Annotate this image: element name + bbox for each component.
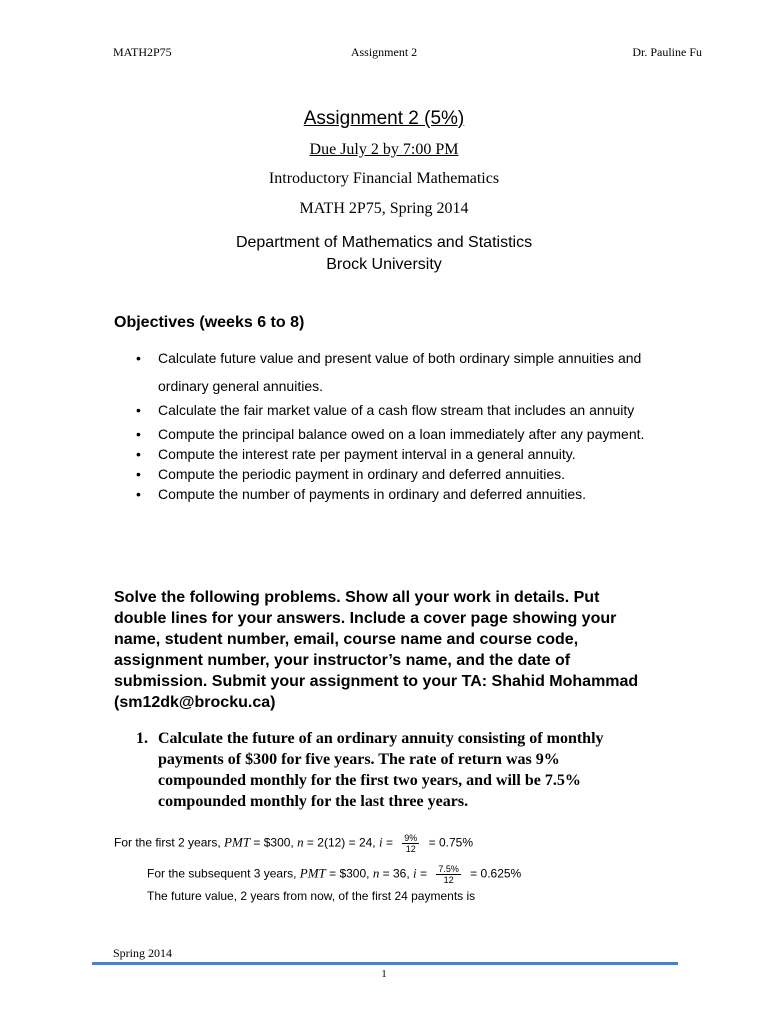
i-variable: i	[413, 865, 417, 881]
course-term: MATH 2P75, Spring 2014	[299, 200, 469, 217]
calc-text: = $300,	[250, 835, 298, 850]
page-number: 1	[381, 968, 387, 980]
footer-term: Spring 2014	[113, 946, 173, 960]
n-variable: n	[372, 865, 380, 881]
calc-line-1	[114, 833, 473, 854]
calc-text: = 36,	[379, 866, 414, 881]
objective-item: • Calculate the fair market value of a cash flow stream that includes an annuity	[136, 396, 656, 424]
university: Brock University	[326, 256, 442, 273]
objective-item: • Compute the periodic payment in ordinary and deferred annuities.	[136, 464, 656, 484]
header-instructor: Dr. Pauline Fu	[632, 45, 702, 59]
calc-text: For the subsequent 3 years,	[147, 866, 300, 881]
due-date: Due July 2 by 7:00 PM	[309, 141, 459, 158]
header-assignment: Assignment 2	[350, 45, 418, 59]
problem-text: Calculate the future of an ordinary annuity consisting of monthly payments of $300 for five years. The rate of return was 9% compounded monthly for the first two years, and will be 7.5% compounded monthly for the last three years.	[158, 730, 604, 810]
objective-item: • Compute the number of payments in ordinary and deferred annuities.	[136, 484, 656, 504]
rate-fraction	[402, 833, 419, 854]
i-variable: i	[378, 834, 383, 850]
fraction-denominator: 12	[443, 875, 454, 885]
objective-item: • Calculate future value and present value of both ordinary simple annuities and ordinary general annuities.	[136, 344, 656, 400]
objectives-heading: Objectives (weeks 6 to 8)	[114, 314, 305, 331]
pmt-variable: PMT	[224, 834, 251, 850]
course-name: Introductory Financial Mathematics	[268, 170, 500, 187]
objectives-list	[136, 348, 656, 504]
fraction-numerator: 7.5%	[438, 864, 459, 874]
document-title: Assignment 2 (5%)	[303, 108, 465, 129]
problem-1	[136, 728, 636, 812]
calc-line-3: The future value, 2 years from now, of the first 24 payments is	[147, 889, 476, 903]
header-course: MATH2P75	[113, 45, 172, 59]
calc-text: = $300,	[325, 866, 373, 881]
calc-text: =	[416, 866, 431, 881]
objective-item: • Compute the interest rate per payment interval in a general annuity.	[136, 444, 656, 464]
pmt-variable: PMT	[299, 865, 326, 881]
fraction-denominator: 12	[405, 844, 416, 854]
footer-rule	[92, 962, 678, 965]
problem-number: 1.	[136, 730, 148, 747]
n-variable: n	[297, 834, 304, 850]
calc-text: =	[382, 835, 397, 850]
objective-item: • Compute the principal balance owed on a loan immediately after any payment.	[136, 420, 656, 448]
department: Department of Mathematics and Statistics	[235, 234, 533, 251]
calc-result: = 0.625%	[466, 866, 522, 881]
calc-line-2	[147, 864, 521, 885]
instructions: Solve the following problems. Show all your work in details. Put double lines for your answers. Include a cover page showing your name, student number, email, course name and course code, assignment number, your instructor’s name, and the date of submission. Submit your assignment to your TA: Shahid Mohammad (sm12dk@brocku.ca)	[114, 589, 639, 711]
fraction-numerator: 9%	[404, 833, 418, 843]
calc-result: = 0.75%	[425, 835, 474, 850]
rate-fraction	[436, 864, 461, 885]
calc-text: = 2(12) = 24,	[303, 835, 379, 850]
calc-text: For the first 2 years,	[114, 835, 225, 850]
